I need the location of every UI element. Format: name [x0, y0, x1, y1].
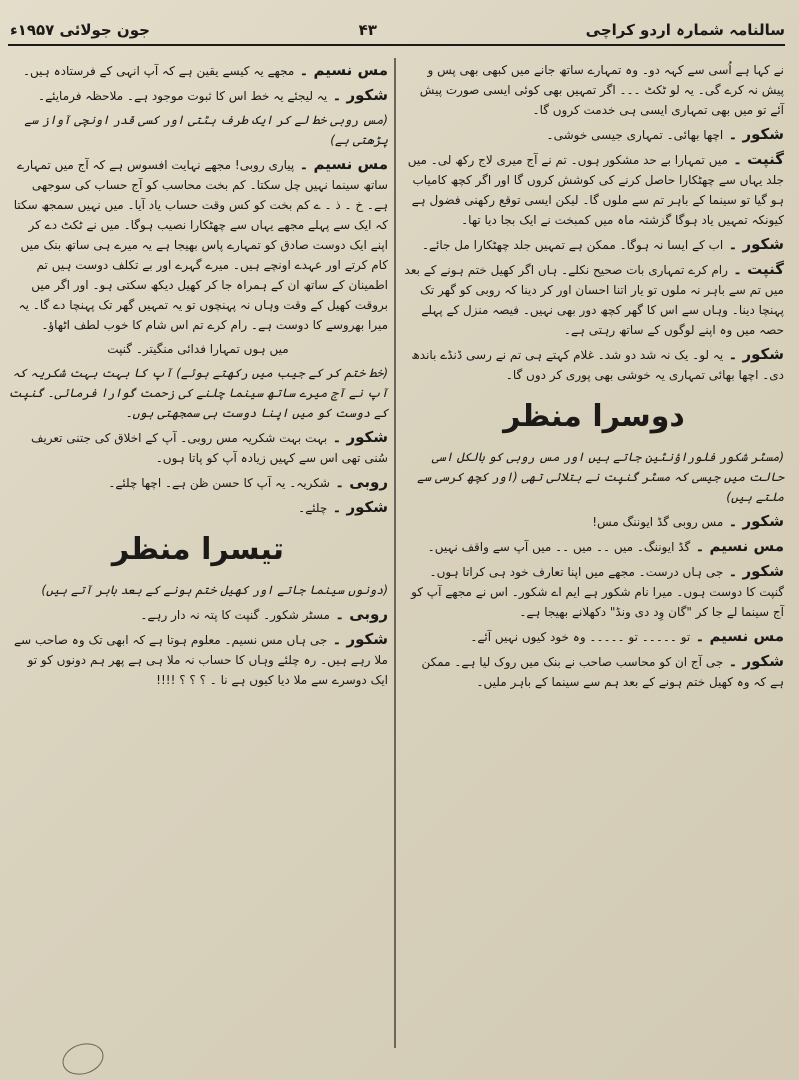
- dialogue-text: رام کرے تمہاری بات صحیح نکلے۔ ہاں اگر کھیل ختم ہونے کے بعد میں تم سے باہر نہ ملوں تو یار اتنا احسان اور کر دینا کہ روبی کو گھر تک پہنچا دینا۔ وہاں سے اس کا گھر کچھ دور بھی نہیں۔ فیصہ منزل کے پہلے حصہ میں وہ اپنے لوگوں کے ساتھ رہتی ہے۔: [404, 263, 784, 337]
- speaker-name: شکور ۔: [723, 235, 784, 253]
- dialogue-line: [404, 344, 784, 385]
- speaker-name: شکور ۔: [723, 652, 784, 670]
- page-number: ۴۳: [358, 21, 377, 39]
- speaker-name: روبی ۔: [329, 605, 388, 623]
- dialogue-text: یہ لیجئے یہ خط اس کا ثبوت موجود ہے۔ ملاحظہ فرمایئے۔: [38, 89, 328, 103]
- margin-scribble: [58, 1038, 107, 1080]
- stage-direction: (مس روبی خط لے کر ایک طرف ہٹتی اور کسی قدر اونچی آواز سے پڑھتی ہے): [24, 113, 388, 147]
- dialogue-text: چلئے۔: [298, 501, 328, 515]
- speaker-name: گنپت ۔: [727, 260, 784, 278]
- dialogue-text: جی ہاں مس نسیم۔ معلوم ہوتا ہے کہ ابھی تک وہ صاحب سے ملا رہے ہیں۔ رہ چلئے وہاں کا حساب نہ ملا ہی ہے پھر ہم دونوں کو تو ایک دوسرے سے ملا دیا کیوں ہے نا ۔ ؟ ؟ ؟ !!!!: [14, 633, 388, 687]
- dialogue-text: مجھے یہ کیسے یقین ہے کہ آپ انہی کے فرستادہ ہیں۔: [23, 64, 295, 78]
- dialogue-text: مس روبی گڈ ایوننگ مس!: [592, 515, 724, 529]
- speaker-name: شکور ۔: [723, 125, 784, 143]
- dialogue-line: [404, 651, 784, 692]
- dialogue-line: [8, 629, 388, 690]
- speaker-name: شکور ۔: [723, 512, 784, 530]
- header-rule: [8, 44, 785, 54]
- scene-heading: تیسرا منظر: [111, 532, 285, 567]
- stage-direction: (مسٹر شکور فلوراؤنٹین جاتے ہیں اور مس روبی کو بالکل اسی حالت میں جیسی کہ مسٹر گنپت نے بتلائی تھی (اور کچھ کرسی سے ملتے ہیں): [417, 450, 784, 504]
- dialogue-line: [404, 511, 784, 532]
- speaker-name: شکور ۔: [723, 345, 784, 363]
- column-divider: [394, 58, 396, 1048]
- letter-signature: میں ہوں تمہارا فدائی منگیتر۔ گنپت: [107, 342, 289, 356]
- dialogue-line: [8, 604, 388, 625]
- issue-date: جون جولائی ۱۹۵۷ء: [10, 21, 150, 39]
- stage-direction: (خط ختم کر کے جیب میں رکھتے ہوئے) آپ کا بہت بہت شکریہ کہ آپ نے آج میرے ساتھ سینما چلنے کی زحمت گوارا فرمائی۔ گنپت کے دوست کو میں اپنا دوست ہی سمجھتی ہوں۔: [8, 366, 388, 420]
- speaker-name: شکور ۔: [327, 498, 388, 516]
- dialogue-text: جی ہاں درست۔ مجھے میں اپنا تعارف خود ہی کراتا ہوں۔ گنپت کا دوست ہوں۔ میرا نام شکور ہے ایم اے شکور۔ اس نے مجھے آپ کو آج سینما لے جا کر "گان وِد دی ونڈ" دکھلانے بھیجا ہے۔: [411, 565, 784, 619]
- speaker-name: شکور ۔: [723, 562, 784, 580]
- right-column: [404, 60, 784, 696]
- dialogue-line: [404, 536, 784, 557]
- dialogue-line: [8, 497, 388, 518]
- dialogue-line: [404, 626, 784, 647]
- speaker-name: گنپت ۔: [727, 150, 784, 168]
- dialogue-line: [8, 60, 388, 81]
- speaker-name: مس نسیم ۔: [294, 155, 388, 173]
- dialogue-line: [8, 472, 388, 493]
- speaker-name: روبی ۔: [329, 473, 388, 491]
- dialogue-line: [404, 124, 784, 145]
- dialogue-line: [404, 259, 784, 340]
- dialogue-text: تو ۔۔۔۔۔ تو ۔۔۔۔۔ وہ خود کیوں نہیں آئے۔: [470, 630, 691, 644]
- left-column: [8, 60, 388, 694]
- dialogue-text: شکریہ۔ یہ آپ کا حسن ظن ہے۔ اچھا چلئے۔: [108, 476, 330, 490]
- dialogue-text: اچھا بھائی۔ تمہاری جیسی خوشی۔: [546, 128, 724, 142]
- speaker-name: شکور ۔: [327, 428, 388, 446]
- journal-title: سالنامہ شمارہ اردو کراچی: [585, 21, 785, 39]
- dialogue-line: [404, 234, 784, 255]
- dialogue-text: گڈ ایوننگ۔ میں ۔۔ میں ۔۔ میں آپ سے واقف نہیں۔: [427, 540, 691, 554]
- dialogue-line: [8, 85, 388, 106]
- speaker-name: مس نسیم ۔: [690, 537, 784, 555]
- body-paragraph: نے کہا ہے اُسی سے کہہ دو۔ وہ تمہارے ساتھ جانے میں کبھی بھی پس و پیش نہ کرے گی۔ یہ لو ٹکٹ ۔۔۔ اگر تمہیں بھی کوئی ایسی صورت پیش آئے تو میں بھی تمہاری ایسی ہی خدمت کروں گا۔: [419, 63, 784, 117]
- scene-heading: دوسرا منظر: [503, 399, 685, 434]
- speaker-name: مس نسیم ۔: [690, 627, 784, 645]
- dialogue-line: [404, 561, 784, 622]
- dialogue-text: اب کے ایسا نہ ہوگا۔ ممکن ہے تمہیں جلد چھٹکارا مل جائے۔: [421, 238, 724, 252]
- dialogue-text: پیاری روبی! مجھے نہایت افسوس ہے کہ آج میں تمہارے ساتھ سینما نہیں چل سکتا۔ کم بخت محاسب کو آج حساب کی سوجھی ہے۔ خ ۔ ذ ۔ ے کم بخت کو کس وقت حساب یاد آیا۔ میں نہیں سمجھ سکتا کہ ایک سے پہلے مجھے یہاں سے چھٹکارا نصیب ہوگا۔ میں نے ٹکٹ دے کر اپنے ایک دوست صادق کو تمہارے پاس بھیجا ہے یہ میرے ہی ساتھ بنک میں کام کرتے اور عہدے اونچے ہیں۔ میرے گہرے اور بے تکلف دوست ہیں تم اطمینان کے ساتھ ان کے ہمراہ جا کر کھیل دیکھ سکتی ہو۔ اور اگر میں بروقت کھیل کے وقت وہاں نہ پہنچوں تو یہ تمہیں گھر تک پہنچا دے گا۔ یہ میرا بھروسے کا دوست ہے۔ رام کرے تم اس شام کا خوب لطف اٹھاؤ۔: [13, 158, 388, 332]
- speaker-name: مس نسیم ۔: [294, 61, 388, 79]
- dialogue-text: میں تمہارا بے حد مشکور ہوں۔ تم نے آج میری لاج رکھ لی۔ میں جلد یہاں سے چھٹکارا حاصل کرنے کی کوشش کروں گا اور اگر کچھ کامیاب ہو گیا تو سینما کے باہر تم سے ملوں گا۔ لیکن ایسی توقع رکھنی فضول ہے کیونکہ تمہیں یاد ہوگا گزشتہ ماہ میں کمبخت نے ایک بجا دیا تھا۔: [407, 153, 784, 227]
- dialogue-text: بہت بہت شکریہ مس روبی۔ آپ کے اخلاق کی جتنی تعریف سُنی تھی اس سے کہیں زیادہ آپ کو پاتا ہوں۔: [30, 431, 388, 465]
- stage-direction: (دونوں سینما جاتے اور کھیل ختم ہونے کے بعد باہر آتے ہیں): [41, 583, 388, 597]
- dialogue-line: [8, 154, 388, 335]
- dialogue-text: یہ لو۔ یک نہ شد دو شد۔ غلام کہتے ہی تم نے رسی ڈنڈے باندھ دی۔ اچھا بھائی تمہاری یہ خوشی بھی پوری کر دوں گا۔: [411, 348, 784, 382]
- dialogue-line: [8, 427, 388, 468]
- dialogue-text: جی آج ان کو محاسب صاحب نے بنک میں روک لیا ہے۔ ممکن ہے کہ وہ کھیل ختم ہونے کے بعد ہم سے سینما کے باہر ملیں۔: [421, 655, 784, 689]
- speaker-name: شکور ۔: [327, 630, 388, 648]
- dialogue-line: [404, 149, 784, 230]
- dialogue-text: مسٹر شکور۔ گنپت کا پتہ نہ دار رہے۔: [140, 608, 330, 622]
- speaker-name: شکور ۔: [327, 86, 388, 104]
